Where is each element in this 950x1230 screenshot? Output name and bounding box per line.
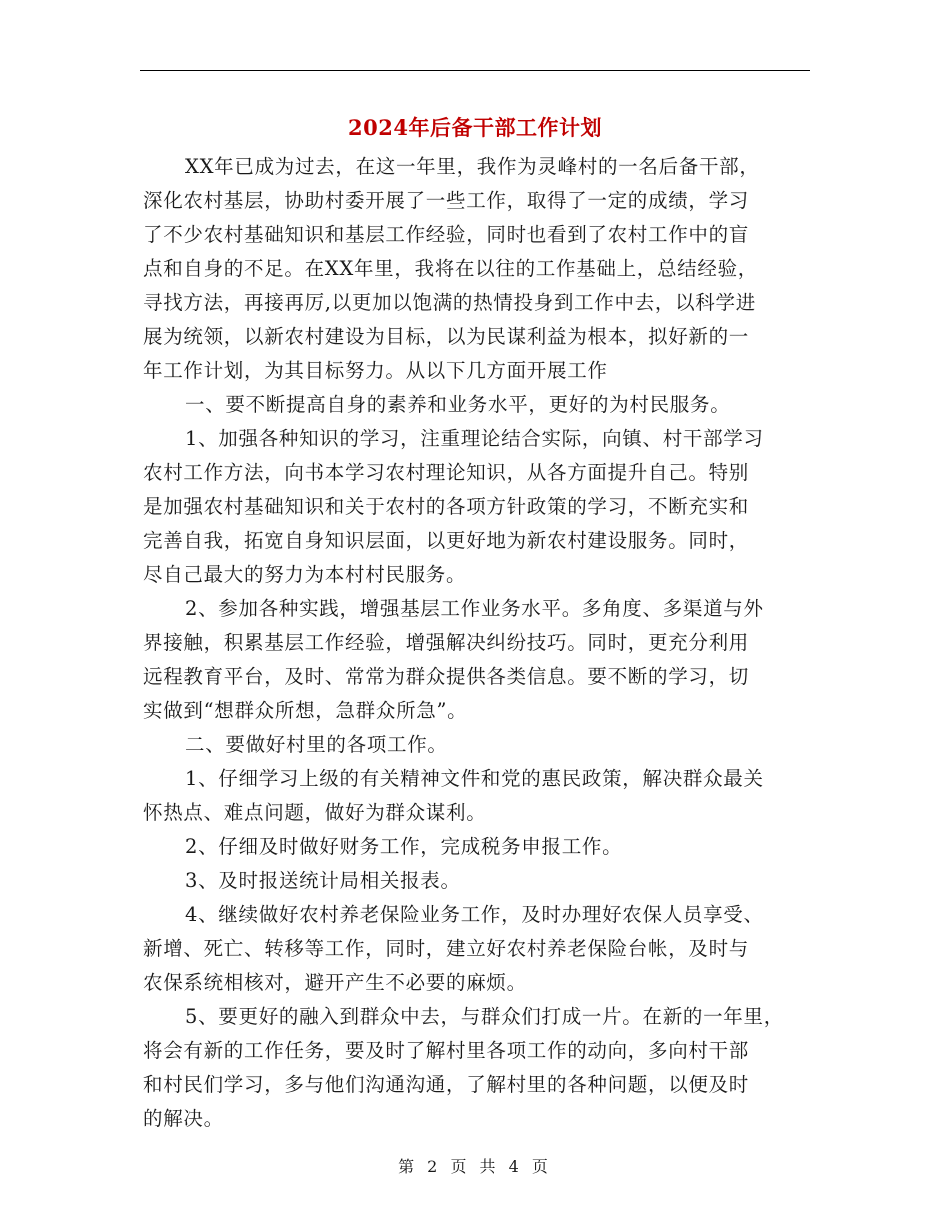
text-line: 2、参加各种实践，增强基层工作业务水平。多角度、多渠道与外	[185, 597, 764, 620]
text-line: 点和自身的不足。在XX年里，我将在以往的工作基础上，总结经验，	[143, 257, 758, 280]
page-footer: 第 2 页 共 4 页	[398, 1157, 552, 1176]
text-line: 寻找方法，再接再厉,以更加以饱满的热情投身到工作中去，以科学进	[143, 291, 756, 314]
text-line: 展为统领，以新农村建设为目标，以为民谋利益为根本，拟好新的一	[143, 325, 750, 348]
text-line: 4、继续做好农村养老保险业务工作，及时办理好农保人员享受、	[185, 903, 764, 926]
document-title: 2024年后备干部工作计划	[348, 115, 602, 140]
text-line: 一、要不断提高自身的素养和业务水平，更好的为村民服务。	[185, 393, 731, 416]
text-line: XX年已成为过去，在这一年里，我作为灵峰村的一名后备干部，	[185, 155, 760, 178]
text-line: 界接触，积累基层工作经验，增强解决纠纷技巧。同时，更充分利用	[143, 631, 750, 654]
text-line: 实做到“想群众所想，急群众所急”。	[143, 699, 468, 722]
text-line: 的解决。	[143, 1107, 224, 1130]
text-line: 是加强农村基础知识和关于农村的各项方针政策的学习，不断充实和	[143, 495, 750, 518]
text-line: 了不少农村基础知识和基层工作经验，同时也看到了农村工作中的盲	[143, 223, 750, 246]
document-body	[143, 150, 808, 1136]
text-line: 和村民们学习，多与他们沟通沟通，了解村里的各种问题，以便及时	[143, 1073, 750, 1096]
text-line: 5、要更好的融入到群众中去，与群众们打成一片。在新的一年里，	[185, 1005, 784, 1028]
text-line: 新增、死亡、转移等工作，同时，建立好农村养老保险台帐，及时与	[143, 937, 750, 960]
text-line: 年工作计划，为其目标努力。从以下几方面开展工作	[143, 359, 608, 382]
text-line: 农保系统相核对，避开产生不必要的麻烦。	[143, 971, 527, 994]
text-line: 远程教育平台，及时、常常为群众提供各类信息。要不断的学习，切	[143, 665, 750, 688]
header-rule	[140, 70, 810, 71]
text-line: 将会有新的工作任务，要及时了解村里各项工作的动向，多向村干部	[143, 1039, 750, 1062]
text-line: 2、仔细及时做好财务工作，完成税务申报工作。	[185, 835, 623, 858]
text-line: 农村工作方法，向书本学习农村理论知识，从各方面提升自己。特别	[143, 461, 750, 484]
text-line: 1、仔细学习上级的有关精神文件和党的惠民政策，解决群众最关	[185, 767, 764, 790]
text-line: 1、加强各种知识的学习，注重理论结合实际，向镇、村干部学习	[185, 427, 764, 450]
text-line: 二、要做好村里的各项工作。	[185, 733, 448, 756]
text-line: 深化农村基层，协助村委开展了一些工作，取得了一定的成绩，学习	[143, 189, 750, 212]
text-line: 怀热点、难点问题，做好为群众谋利。	[143, 801, 487, 824]
text-line: 3、及时报送统计局相关报表。	[185, 869, 461, 892]
text-line: 完善自我，拓宽自身知识层面，以更好地为新农村建设服务。同时，	[143, 529, 750, 552]
text-line: 尽自己最大的努力为本村村民服务。	[143, 563, 467, 586]
